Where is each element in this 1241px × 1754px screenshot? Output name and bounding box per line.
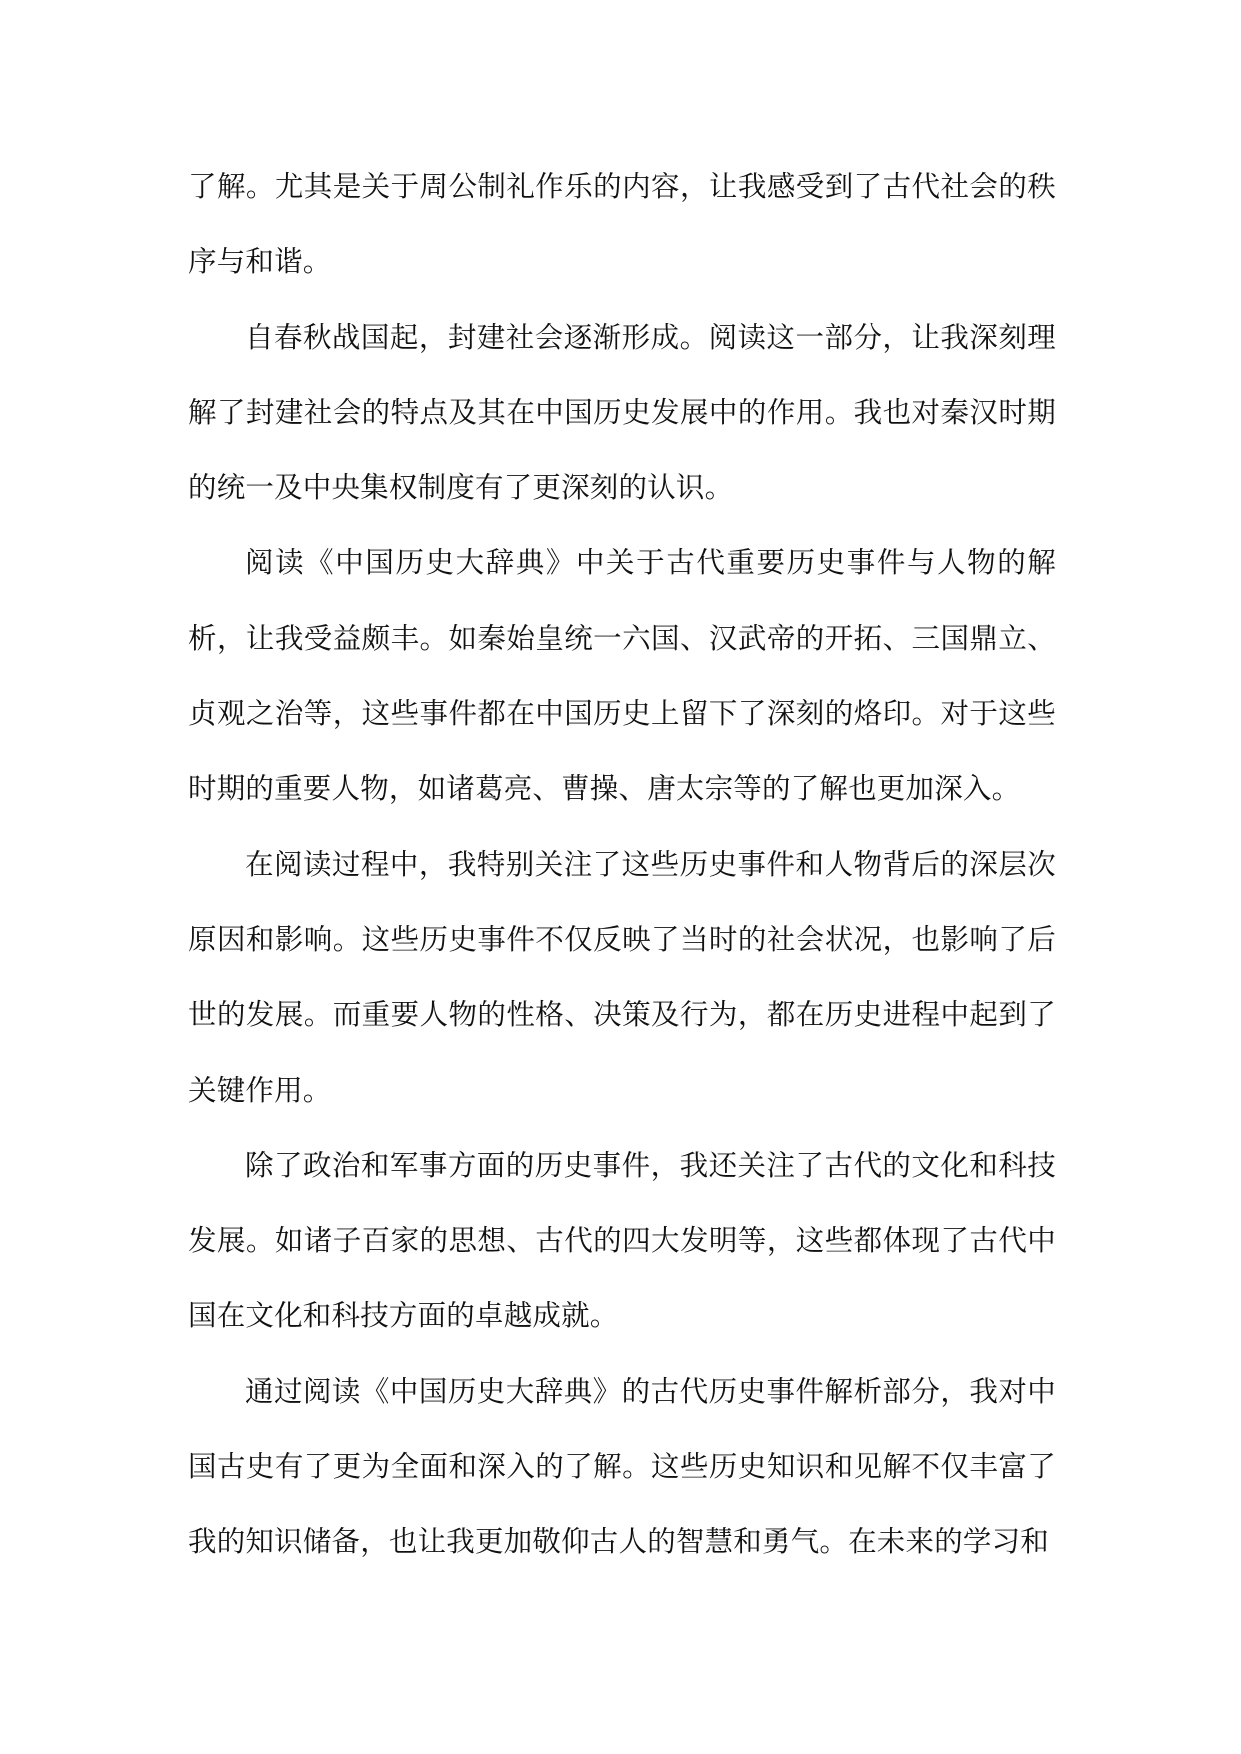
- paragraph: 除了政治和军事方面的历史事件，我还关注了古代的文化和科技发展。如诸子百家的思想、古代的四大发明等，这些都体现了古代中国在文化和科技方面的卓越成就。: [188, 1148, 1056, 1333]
- paragraph: 通过阅读《中国历史大辞典》的古代历史事件解析部分，我对中国古史有了更为全面和深入的了解。这些历史知识和见解不仅丰富了我的知识储备，也让我更加敬仰古人的智慧和勇气。在未来的学习和: [188, 1374, 1056, 1559]
- paragraph: 在阅读过程中，我特别关注了这些历史事件和人物背后的深层次原因和影响。这些历史事件不仅反映了当时的社会状况，也影响了后世的发展。而重要人物的性格、决策及行为，都在历史进程中起到了关键作用。: [188, 847, 1056, 1107]
- paragraph: 自春秋战国起，封建社会逐渐形成。阅读这一部分，让我深刻理解了封建社会的特点及其在中国历史发展中的作用。我也对秦汉时期的统一及中央集权制度有了更深刻的认识。: [188, 320, 1056, 505]
- document-body: [188, 149, 1056, 1580]
- paragraph-continuation: 了解。尤其是关于周公制礼作乐的内容，让我感受到了古代社会的秩序与和谐。: [188, 170, 1056, 279]
- paragraph: 阅读《中国历史大辞典》中关于古代重要历史事件与人物的解析，让我受益颇丰。如秦始皇统一六国、汉武帝的开拓、三国鼎立、贞观之治等，这些事件都在中国历史上留下了深刻的烙印。对于这些时期的重要人物，如诸葛亮、曹操、唐太宗等的了解也更加深入。: [188, 546, 1056, 806]
